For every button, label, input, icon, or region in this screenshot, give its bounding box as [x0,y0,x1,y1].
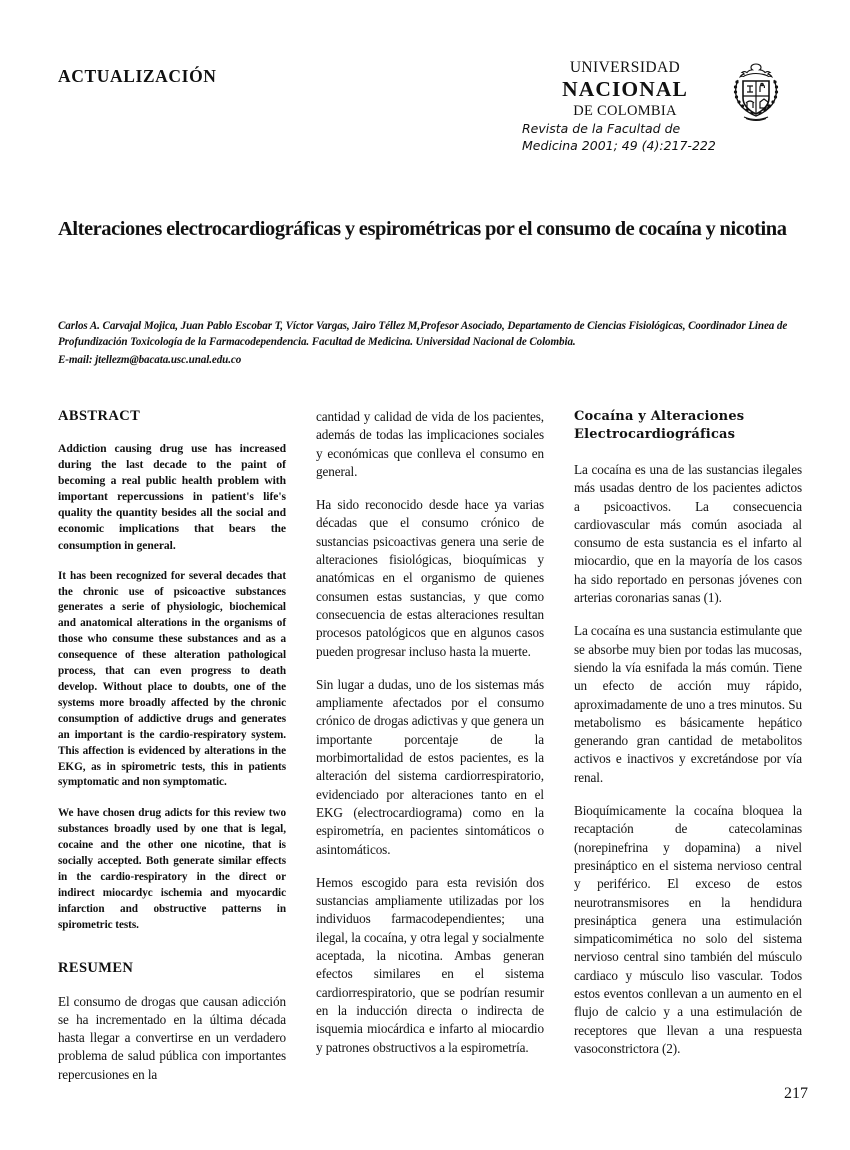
journal-masthead [510,58,810,168]
column-middle [316,408,544,1057]
author-email-line [58,352,813,368]
email-address[interactable]: jtellezm@bacata.usc.unal.edu.co [95,353,242,366]
university-line-1: UNIVERSIDAD [569,59,681,76]
resumen-paragraph-4: Sin lugar a dudas, uno de los sistemas más ampliamente afectados por el consumo crónico de drogas adictivas y que genera un importante porcentaje de la morbimortalidad de estos pacientes, es la alteración del sistema cardiorrespiratorio, evidenciado por alteraciones tanto en el EKG (electrocardiograma) como en la espirometría, en pacientes sintomáticos o asintomáticos. [316,676,544,857]
abstract-heading: ABSTRACT [58,408,141,424]
resumen-heading: RESUMEN [58,959,134,976]
university-crest-icon [724,60,788,124]
abstract-paragraph-1: Addiction causing drug use has increased during the last decade to the paint of becoming a real public health problem with important repercussions in patient's life's quality the quantity besides all the social and economic implications that bears the consumption in general. [58,442,286,552]
resumen-paragraph-3: Ha sido reconocido desde hace ya varias décadas que el consumo crónico de sustancias psicoactivas genera una serie de alteraciones fisiológicas, bioquímicas y anatómicas en el organismo de quienes consumen estas sustancias, y que como consecuencia de estas alteraciones resultan procesos patológicos que en algunos casos pueden progresar incluso hasta la muerte. [316,497,544,659]
email-label: E-mail: [58,353,93,366]
page-title: Alteraciones electrocardiográficas y espirométricas por el consumo de cocaína y nicotina [58,217,787,240]
page-number: 217 [784,1085,808,1102]
page-masthead [58,58,810,168]
journal-citation [522,120,810,154]
section-heading-cocaina: Cocaína y Alteraciones Electrocardiográficas [574,409,745,442]
column-right [574,408,802,1058]
resumen-paragraph-2: cantidad y calidad de vida de los pacientes, además de todas las implicaciones sociales y económicas que conlleva el consumo en general. [316,409,544,479]
cocaina-paragraph-3: Bioquímicamente la cocaína bloquea la recaptación de catecolaminas (norepinefrina y dopamina) a nivel presináptico en el sistema nervioso central y periférico. El exceso de estos neurotransmisores en la hendidura presináptica genera una estimulación simpaticomimética no solo del sistema nervioso central sino también del músculo cardiaco y músculo liso vascular. Todos estos eventos conllevan a un aumento en el flujo de calcio y a una estimulación de receptores que llevan a una respuesta vasoconstrictora (2). [574,803,802,1056]
abstract-paragraph-2: It has been recognized for several decades that the chronic use of psicoactive substances generates a serie of physiologic, biochemical and anatomical alterations in the organisms of those who consume these substances and as a consequence of these alteration pathological process, that can even progress to death develop. Without place to doubts, one of the systems more broadly affected by the chronic consumption of addictive drugs and generates an important is the cardio-respiratory system. This affection is evidenced by alterations in the EKG, as in spirometric tests, this in patients symptomatic and non symptomatic. [58,569,286,789]
cocaina-paragraph-1: La cocaína es una de las sustancias ilegales más usadas dentro de los pacientes adictos a psicoactivos. La consecuencia cardiovascular más común asociada al consumo de esta sustancia es el infarto al miocardio, que en la mayoría de los casos ha sido reportado en personas jóvenes con arterias coronarias sanas (1). [574,462,802,606]
author-list: Carlos A. Carvajal Mojica, Juan Pablo Escobar T, Víctor Vargas, Jairo Téllez M,Profesor Asociado, Departamento de Ciencias Fisiológicas, Coordinador Linea de Profundización Toxicología de la Farmacodependencia. Facultad de Medicina. Universidad Nacional de Colombia. [58,320,788,349]
university-name [530,58,720,120]
journal-title-line: Revista de la Facultad de [522,121,681,136]
resumen-paragraph-5: Hemos escogido para esta revisión dos sustancias ampliamente utilizadas por los individuos farmacodependientes; una ilegal, la cocaína, y otra legal y socialmente aceptada, la nicotina. Ambas generan efectos similares en el sistema cardiorrespiratorio, que se podrían resumir en la inducción directa o indirecta de isquemia miocárdica e infarto al miocardio y patrones obstructivos a la espirometría. [316,874,544,1055]
abstract-paragraph-3: We have chosen drug adicts for this review two substances broadly used by one that is legal, cocaine and the other one nicotine, that is socially accepted. Both generate similar effects in the cardio-respiratory in the direct or indirect miocardyc ischemia and myocardic infarction and obstructive patterns in spirometric tests. [58,807,286,931]
university-line-3: DE COLOMBIA [573,103,677,119]
column-left [58,408,286,1084]
resumen-paragraph-1: El consumo de drogas que causan adicción se ha incrementado en la última década hasta llegar a convertirse en un verdadero problema de salud pública con importantes repercusiones en la [58,993,286,1082]
section-kicker: ACTUALIZACIÓN [58,66,217,86]
journal-volume-line: Medicina 2001; 49 (4):217-222 [522,138,716,153]
cocaina-paragraph-2: La cocaína es una sustancia estimulante que se absorbe muy bien por todas las mucosas, siendo la vía esnifada la más común. Tiene un efecto de acción muy rápido, aproximadamente de uno a tres minutos. Su metabolismo es básicamente hepático generando gran cantidad de metabolitos activos e inactivos y excretándose por vía renal. [574,623,802,785]
author-affiliation-block [58,318,813,368]
university-line-2: NACIONAL [562,77,688,101]
